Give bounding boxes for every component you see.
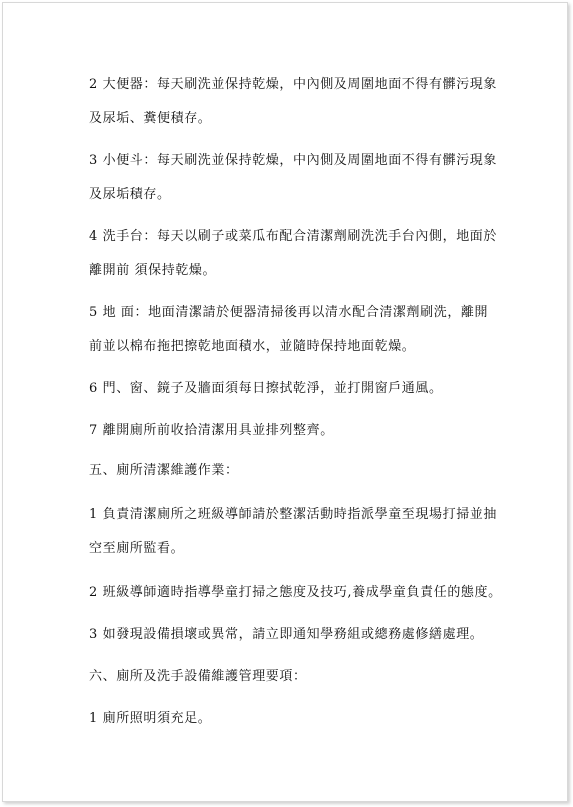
text-line: 1 廁所照明須充足。 (89, 711, 212, 726)
text-line: 6 門、窗、鏡子及牆面須每日擦拭乾淨，並打開窗戶通風。 (89, 381, 443, 396)
paragraph-floor (89, 303, 488, 357)
text-line: 2 班級導師適時指導學童打掃之態度及技巧,養成學童負責任的態度。 (89, 585, 502, 600)
section-heading: 五、廁所清潔維護作業： (89, 463, 239, 478)
text-line: 及尿垢積存。 (89, 187, 171, 202)
text-line: 空至廁所監看。 (89, 541, 185, 556)
text-line: 2 大便器：每天刷洗並保持乾燥，中內側及周圍地面不得有髒污現象 (89, 77, 498, 92)
text-line: 1 負責清潔廁所之班級導師請於整潔活動時指派學童至現場打掃並抽 (89, 507, 498, 522)
text-line: 3 小便斗：每天刷洗並保持乾燥，中內側及周圍地面不得有髒污現象 (89, 153, 498, 168)
paragraph-repair (89, 625, 483, 645)
paragraph-toilet (89, 75, 497, 129)
section-heading-six (89, 667, 307, 687)
paragraph-lighting (89, 709, 211, 729)
text-line: 離開前 須保持乾燥。 (89, 263, 217, 278)
paragraph-teacher-guide (89, 583, 502, 603)
paragraph-teacher-assign (89, 505, 497, 559)
document-page (2, 2, 568, 802)
paragraph-sink (89, 227, 497, 281)
paragraph-urinal (89, 151, 497, 205)
paragraph-doors-windows (89, 379, 443, 399)
section-heading: 六、廁所及洗手設備維護管理要項： (89, 669, 307, 684)
text-line: 前並以棉布拖把擦乾地面積水，並隨時保持地面乾燥。 (89, 339, 416, 354)
text-line: 及尿垢、糞便積存。 (89, 111, 212, 126)
text-line: 3 如發現設備損壞或異常，請立即通知學務組或總務處修繕處理。 (89, 627, 484, 642)
paragraph-tools (89, 421, 334, 441)
text-line: 4 洗手台：每天以刷子或菜瓜布配合清潔劑刷洗洗手台內側，地面於 (89, 229, 498, 244)
text-line: 5 地 面：地面清潔請於便器清掃後再以清水配合清潔劑刷洗，離開 (89, 305, 489, 320)
text-line: 7 離開廁所前收拾清潔用具並排列整齊。 (89, 423, 334, 438)
section-heading-five (89, 461, 239, 481)
